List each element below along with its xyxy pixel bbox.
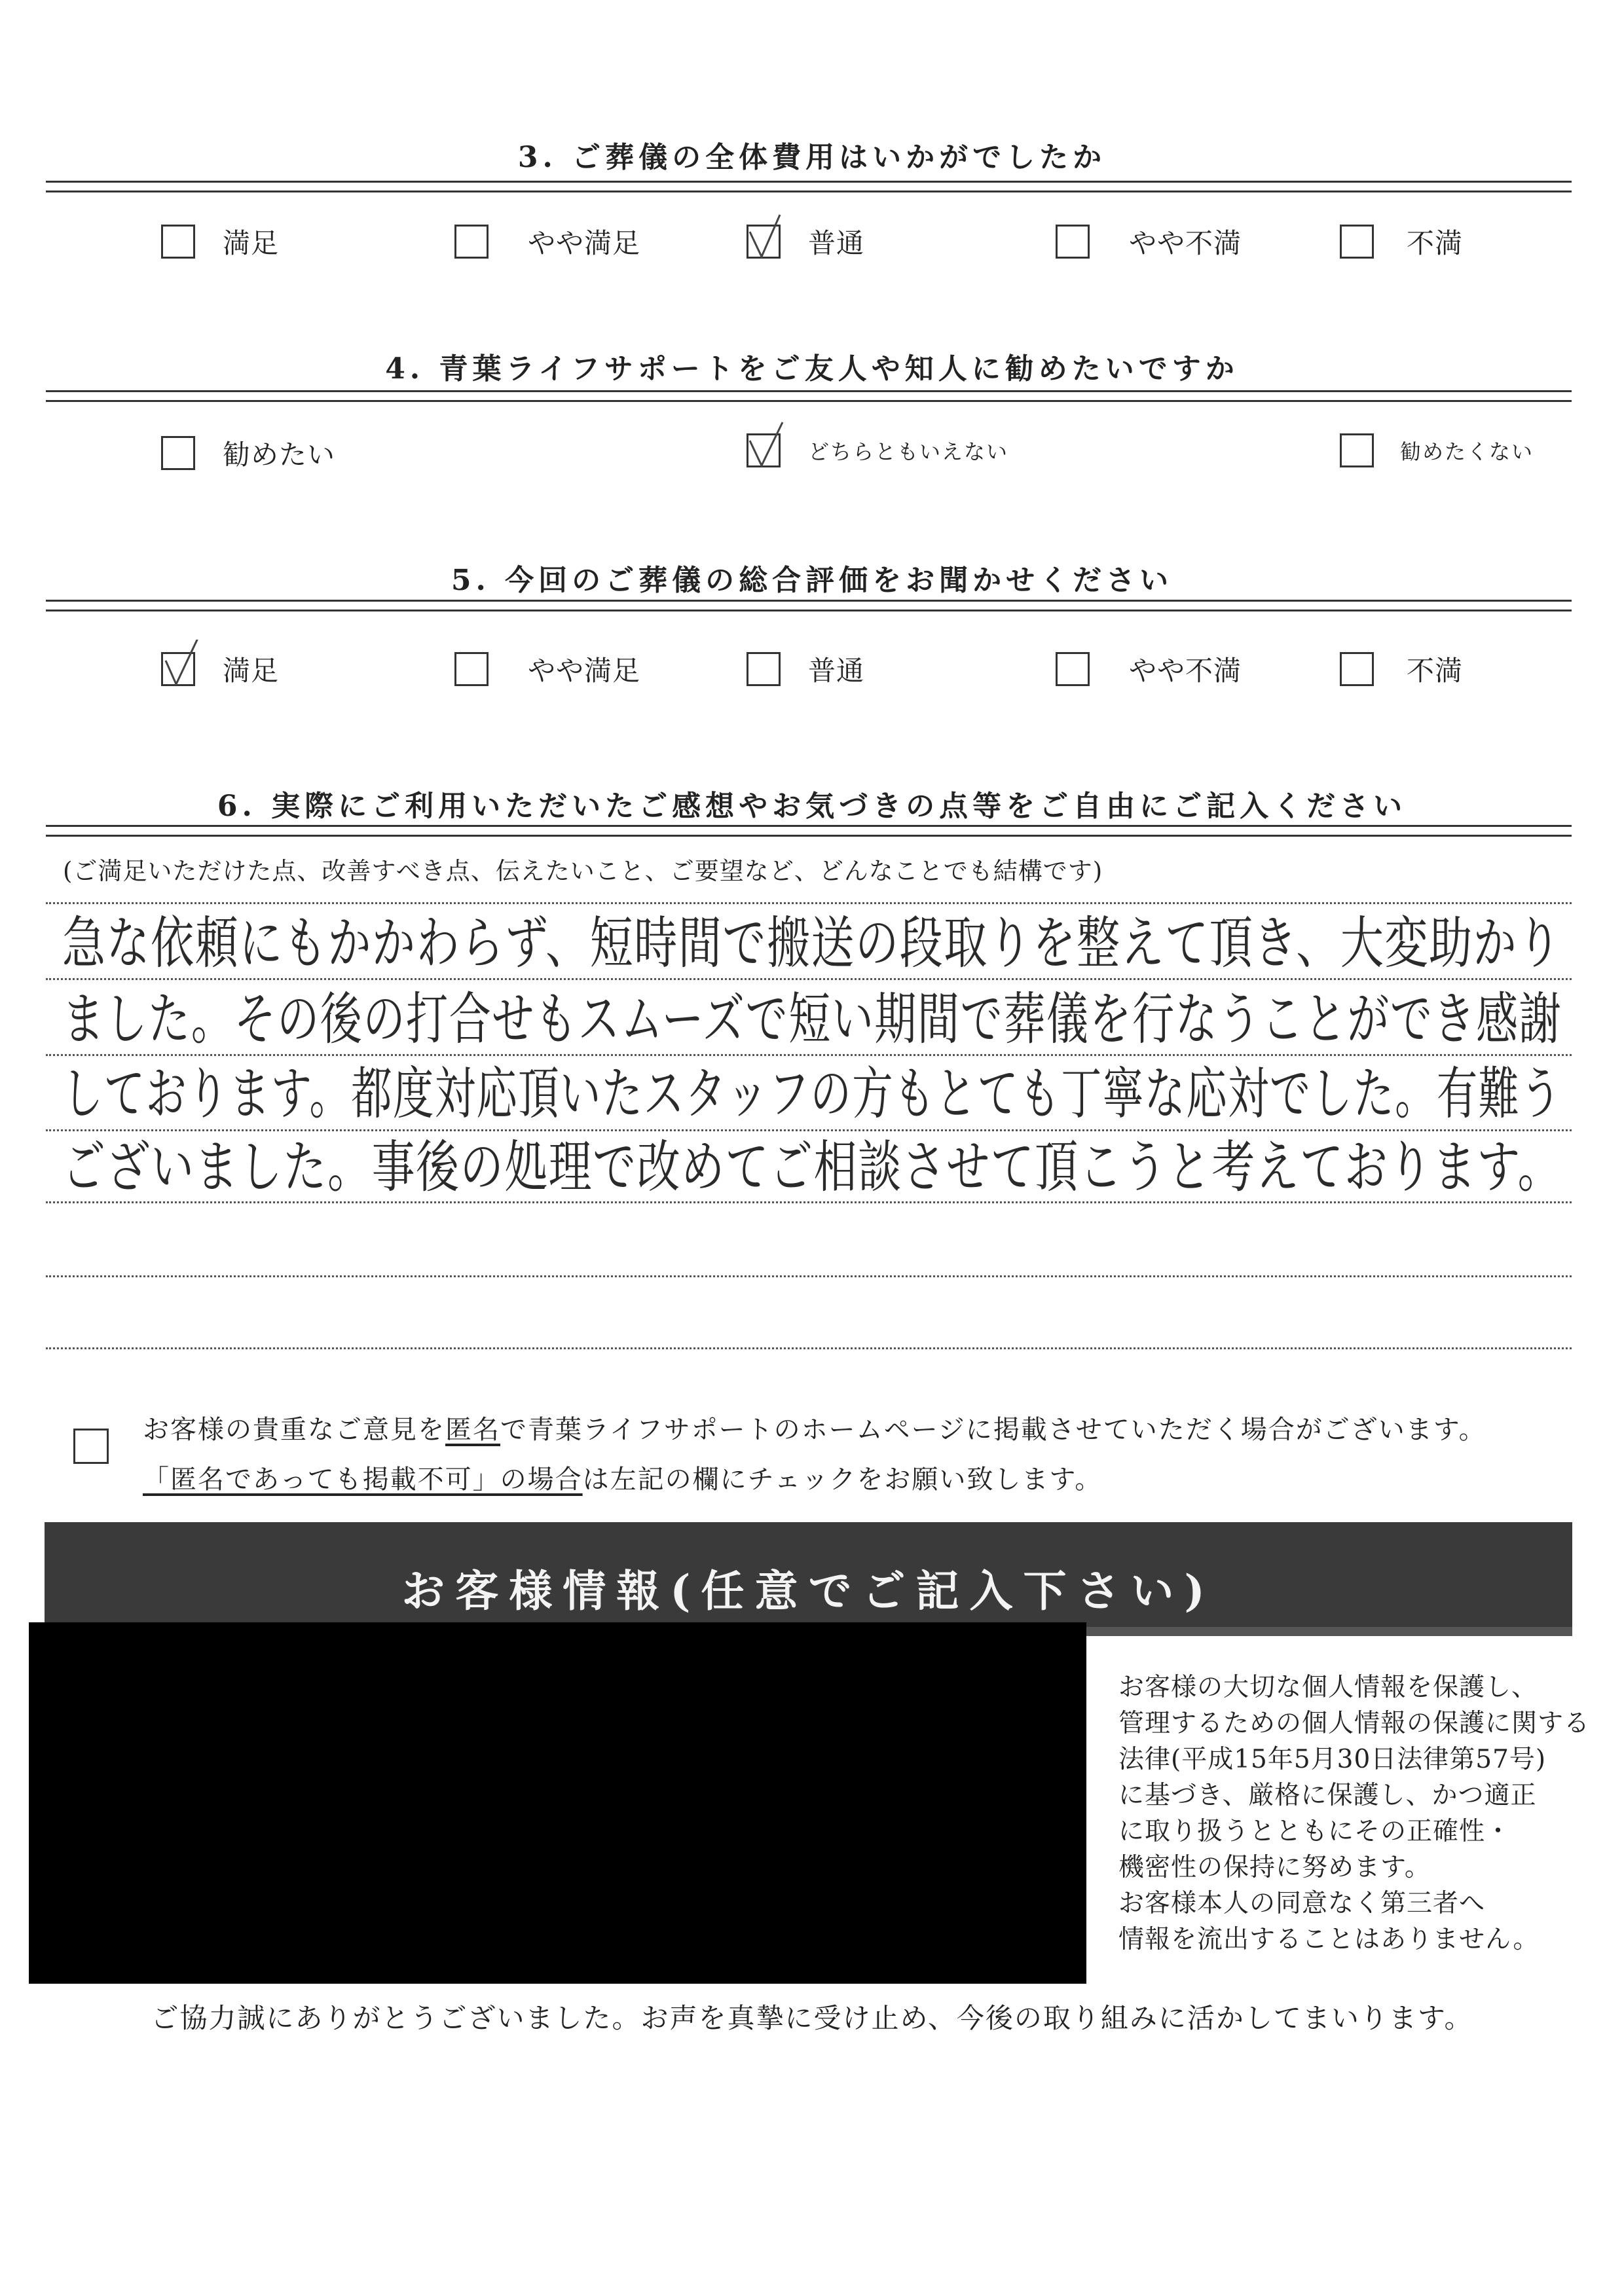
privacy-line: に基づき、厳格に保護し、かつ適正 [1118, 1781, 1537, 1810]
q3-label-somewhat-satisfied: やや満足 [528, 227, 641, 259]
comment-line [46, 978, 1572, 980]
q5-label-average: 普通 [808, 655, 865, 687]
check-mark-icon [746, 212, 785, 262]
q4-label-neutral: どちらともいえない [808, 439, 1009, 464]
comment-line [46, 902, 1572, 904]
customer-info-banner [45, 1522, 1572, 1636]
publish-notice-text: は左記の欄にチェックをお願い致します。 [582, 1465, 1103, 1495]
q3-checkbox-somewhat-satisfied[interactable] [454, 225, 489, 259]
q4-label-recommend: 勧めたい [223, 439, 336, 471]
q5-checkbox-average[interactable] [747, 652, 781, 686]
q5-option-somewhat-satisfied[interactable] [454, 649, 640, 689]
redacted-customer-fields [29, 1622, 1086, 1984]
q3-checkbox-average[interactable] [747, 225, 781, 259]
q4-label-not-recommend: 勧めたくない [1400, 439, 1534, 464]
privacy-line: 法律(平成15年5月30日法律第57号) [1118, 1745, 1547, 1774]
q3-checkbox-dissatisfied[interactable] [1340, 225, 1374, 259]
publish-notice-line1 [143, 1409, 1486, 1446]
q5-label-somewhat-satisfied: やや満足 [528, 655, 641, 687]
comment-line [46, 1129, 1572, 1131]
q3-title: 3. ご葬儀の全体費用はいかがでしたか [517, 141, 1107, 174]
q3-option-dissatisfied[interactable] [1340, 222, 1463, 261]
q3-option-average[interactable] [747, 222, 864, 261]
privacy-line: 管理するための個人情報の保護に関する [1118, 1709, 1591, 1738]
q5-label-somewhat-dissatisfied: やや不満 [1129, 655, 1242, 687]
q5-option-dissatisfied[interactable] [1340, 649, 1463, 689]
check-mark-icon [160, 640, 200, 689]
q5-option-somewhat-dissatisfied[interactable] [1056, 649, 1242, 689]
q3-option-satisfied[interactable] [161, 222, 279, 261]
comment-line [46, 1347, 1572, 1349]
q3-label-dissatisfied: 不満 [1407, 227, 1464, 259]
q4-option-not-recommend[interactable] [1340, 433, 1534, 467]
q3-label-somewhat-dissatisfied: やや不満 [1129, 227, 1242, 259]
q4-option-recommend[interactable] [161, 433, 335, 473]
customer-info-title: お客様情報(任意でご記入下さい) [401, 1565, 1215, 1616]
privacy-line: お客様の大切な個人情報を保護し、 [1118, 1673, 1538, 1702]
q6-rule [46, 825, 1572, 837]
not-publishable-text: 「匿名であっても掲載不可」の場合 [143, 1465, 583, 1495]
q5-checkbox-somewhat-satisfied[interactable] [454, 652, 489, 686]
q3-option-somewhat-satisfied[interactable] [454, 222, 640, 261]
q5-option-average[interactable] [747, 649, 864, 689]
no-publish-checkbox[interactable] [73, 1429, 109, 1464]
q5-label-satisfied: 満足 [223, 655, 280, 687]
q5-checkbox-satisfied[interactable] [161, 652, 195, 686]
publish-notice-text: で青葉ライフサポートのホームページに掲載させていただく場合がございます。 [500, 1415, 1486, 1445]
handwritten-line: ございました。事後の処理で改めてご相談させて頂こうと考えております。 [62, 1135, 1562, 1200]
q4-title: 4. 青葉ライフサポートをご友人や知人に勧めたいですか [385, 352, 1239, 386]
q4-checkbox-recommend[interactable] [161, 436, 195, 470]
privacy-line: お客様本人の同意なく第三者へ [1118, 1889, 1486, 1918]
q3-checkbox-somewhat-dissatisfied[interactable] [1056, 225, 1090, 259]
q4-rule [46, 390, 1572, 402]
privacy-line: 機密性の保持に努めます。 [1118, 1853, 1431, 1882]
privacy-notice [1118, 1669, 1591, 1958]
q6-hint: (ご満足いただけた点、改善すべき点、伝えたいこと、ご要望など、どんなことでも結構です) [63, 857, 1103, 885]
handwritten-line: 急な依頼にもかかわらず、短時間で搬送の段取りを整えて頂き、大変助かり [62, 911, 1562, 976]
comment-line [46, 1054, 1572, 1056]
q5-label-dissatisfied: 不満 [1407, 655, 1464, 687]
q3-checkbox-satisfied[interactable] [161, 225, 195, 259]
handwritten-line: しております。都度対応頂いたスタッフの方もとても丁寧な応対でした。有難う [62, 1061, 1562, 1127]
thank-you-footer: ご協力誠にありがとうございました。お声を真摯に受け止め、今後の取り組みに活かしてまいります。 [151, 2002, 1473, 2034]
privacy-line: に取り扱うとともにその正確性・ [1118, 1817, 1512, 1846]
q3-label-average: 普通 [808, 227, 865, 259]
q4-checkbox-neutral[interactable] [747, 433, 781, 467]
q5-title: 5. 今回のご葬儀の総合評価をお聞かせください [451, 564, 1173, 597]
privacy-line: 情報を流出することはありません。 [1118, 1925, 1540, 1954]
q4-option-neutral[interactable] [747, 433, 1008, 467]
q4-checkbox-not-recommend[interactable] [1340, 433, 1374, 467]
q5-checkbox-dissatisfied[interactable] [1340, 652, 1374, 686]
q5-checkbox-somewhat-dissatisfied[interactable] [1056, 652, 1090, 686]
check-mark-icon [746, 421, 785, 471]
publish-notice-line2 [143, 1459, 1102, 1496]
comment-line [46, 1275, 1572, 1277]
q3-option-somewhat-dissatisfied[interactable] [1056, 222, 1242, 261]
q5-rule [46, 600, 1572, 611]
anonymous-text: 匿名 [445, 1415, 500, 1445]
q6-title: 6. 実際にご利用いただいたご感想やお気づきの点等をご自由にご記入ください [217, 790, 1407, 823]
q3-rule [46, 181, 1572, 192]
handwritten-line: ました。その後の打合せもスムーズで短い期間で葬儀を行なうことができ感謝 [62, 987, 1562, 1052]
q3-label-satisfied: 満足 [223, 227, 280, 259]
comment-line [46, 1201, 1572, 1203]
publish-notice-text: お客様の貴重なご意見を [143, 1415, 445, 1445]
q5-option-satisfied[interactable] [161, 649, 279, 689]
